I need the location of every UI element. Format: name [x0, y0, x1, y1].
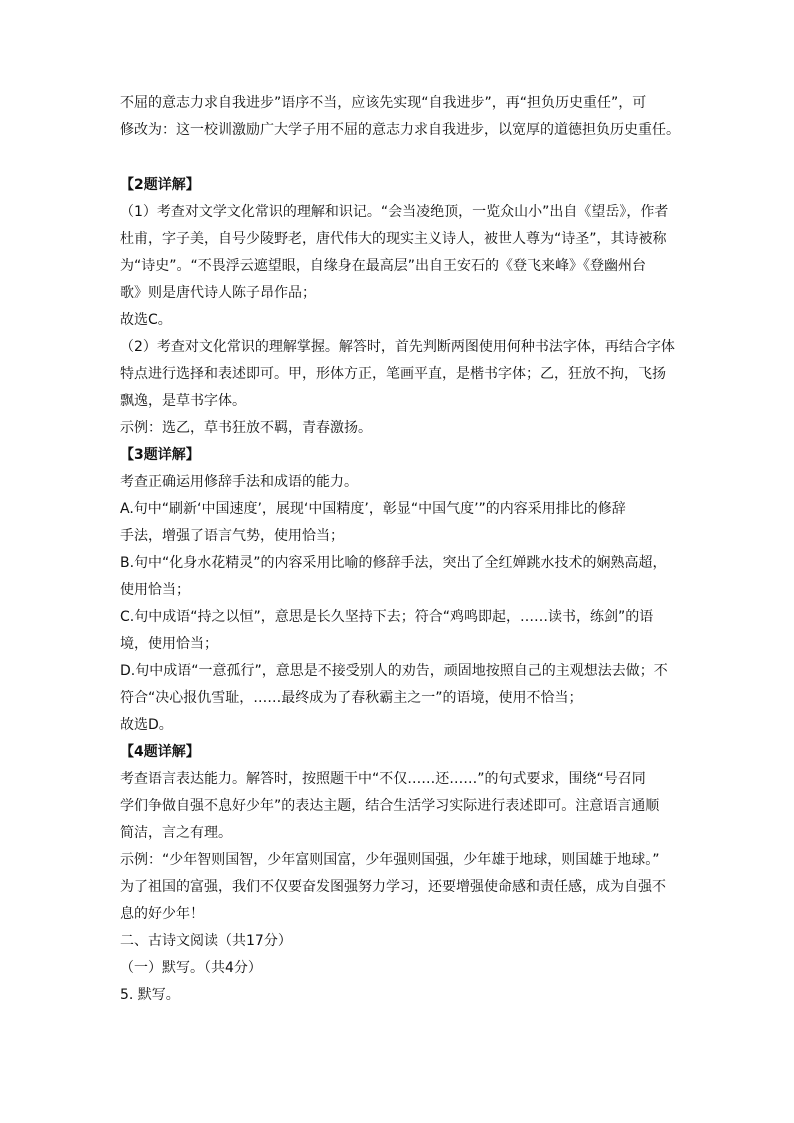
section-title: 二、古诗文阅读（共17分）	[120, 933, 292, 949]
q2-line: 示例：选乙，草书狂放不羁，青春激扬。	[120, 420, 372, 436]
document-page	[120, 90, 680, 1009]
intro-line-2: 修改为：这一校训激励广大学子用不屈的意志力求自我进步，以宽厚的道德担负历史重任。	[120, 122, 680, 138]
q3-line: A.句中“刷新‘中国速度’，展现‘中国精度’，彰显“中国气度’”的内容采用排比的修辞	[120, 501, 626, 517]
q4-line: 学们争做自强不息好少年”的表达主题，结合生活学习实际进行表述即可。注意语言通顺	[120, 798, 660, 814]
q4-heading: 【4题详解】	[120, 744, 200, 760]
q2-line: 杜甫，字子美，自号少陵野老，唐代伟大的现实主义诗人，被世人尊为“诗圣”，其诗被称	[120, 231, 667, 247]
q3-line: 符合“决心报仇雪耻，……最终成为了春秋霸主之一”的语境，使用不恰当；	[120, 690, 583, 706]
question-item: 5. 默写。	[120, 987, 180, 1003]
intro-line-1: 不屈的意志力求自我进步”语序不当，应该先实现“自我进步”，再“担负历史重任”，可	[120, 95, 647, 111]
q2-line: 为“诗史”。“不畏浮云遮望眼，自缘身在最高层”出自王安石的《登飞来峰》《登幽州台	[120, 258, 647, 274]
subsection-title: （一）默写。（共4分）	[120, 960, 262, 976]
q2-line: 歌》则是唐代诗人陈子昂作品；	[120, 285, 316, 301]
q2-line: （2）考查对文化常识的理解掌握。解答时，首先判断两图使用何种书法字体，再结合字体	[120, 339, 675, 355]
q2-line: 特点进行选择和表述即可。甲，形体方正，笔画平直，是楷书字体；乙，狂放不拘，飞扬	[120, 366, 666, 382]
q3-line: B.句中“化身水花精灵”的内容采用比喻的修辞手法，突出了全红婵跳水技术的娴熟高超，	[120, 555, 667, 571]
q3-line: C.句中成语“持之以恒”，意思是长久坚持下去；符合“鸡鸣即起，……读书，练剑”的语	[120, 609, 654, 625]
q4-line: 考查语言表达能力。解答时，按照题干中“不仅……还……”的句式要求，围绕“号召同	[120, 771, 646, 787]
q4-line: 示例：“少年智则国智，少年富则国富，少年强则国强，少年雄于地球，则国雄于地球。”	[120, 852, 660, 868]
q3-line: 境，使用恰当；	[120, 636, 218, 652]
q3-line: 使用恰当；	[120, 582, 190, 598]
q4-line: 为了祖国的富强，我们不仅要奋发图强努力学习，还要增强使命感和责任感，成为自强不	[120, 879, 666, 895]
q3-line: D.句中成语“一意孤行”，意思是不接受别人的劝告，顽固地按照自己的主观想法去做；不	[120, 663, 668, 679]
q2-line: 故选C。	[120, 312, 172, 328]
q4-line: 简洁，言之有理。	[120, 825, 232, 841]
q3-line: 故选D。	[120, 717, 173, 733]
q4-line: 息的好少年！	[120, 906, 204, 922]
q2-line: （1）考查对文学文化常识的理解和识记。“会当凌绝顶，一览众山小”出自《望岳》，作者	[120, 204, 669, 220]
q3-line: 考查正确运用修辞手法和成语的能力。	[120, 474, 358, 490]
q3-line: 手法，增强了语言气势，使用恰当；	[120, 528, 344, 544]
q2-line: 飘逸，是草书字体。	[120, 393, 246, 409]
blank-spacer	[120, 144, 680, 172]
q2-heading: 【2题详解】	[120, 177, 200, 193]
q3-heading: 【3题详解】	[120, 447, 200, 463]
